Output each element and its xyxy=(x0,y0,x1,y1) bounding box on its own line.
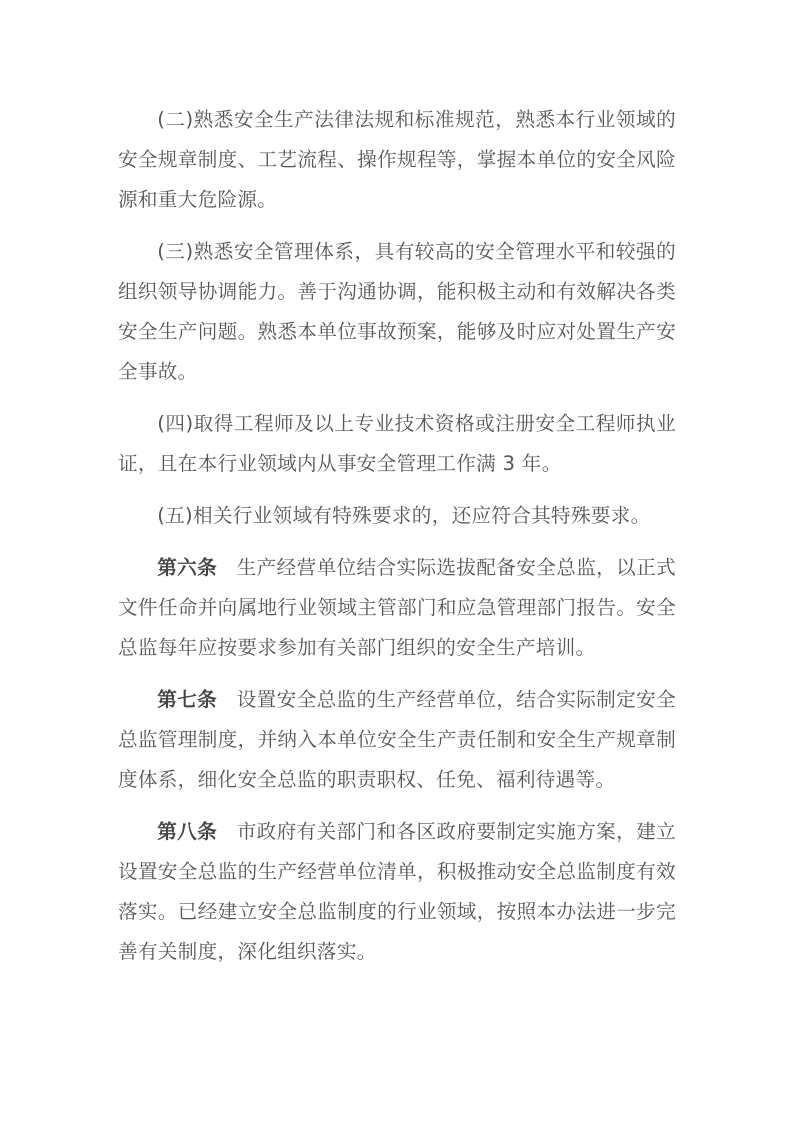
article-number: 第八条 xyxy=(157,820,218,843)
article-text: 市政府有关部门和各区政府要制定实施方案，建立设置安全总监的生产经营单位清单，积极推动安全总监制度有效落实。已经建立安全总监制度的行业领域，按照本办法进一步完善有关制度，深化组织落实。 xyxy=(118,820,676,963)
article-6 xyxy=(118,548,676,668)
article-number: 第六条 xyxy=(157,556,218,579)
article-8 xyxy=(118,812,676,972)
document-page xyxy=(118,100,676,984)
article-text: 设置安全总监的生产经营单位，结合实际制定安全总监管理制度，并纳入本单位安全生产责任制和安全生产规章制度体系，细化安全总监的职责职权、任免、福利待遇等。 xyxy=(118,688,676,791)
paragraph-item-3: (三)熟悉安全管理体系，具有较高的安全管理水平和较强的组织领导协调能力。善于沟通协调，能积极主动和有效解决各类安全生产问题。熟悉本单位事故预案，能够及时应对处置生产安全事故。 xyxy=(118,240,676,383)
article-text: 生产经营单位结合实际选拔配备安全总监，以正式文件任命并向属地行业领域主管部门和应急管理部门报告。安全总监每年应按要求参加有关部门组织的安全生产培训。 xyxy=(118,556,676,659)
article-number: 第七条 xyxy=(157,688,218,711)
article-7 xyxy=(118,680,676,800)
paragraph-item-4: (四)取得工程师及以上专业技术资格或注册安全工程师执业证，且在本行业领域内从事安全管理工作满 3 年。 xyxy=(118,412,676,475)
paragraph-item-2: (二)熟悉安全生产法律法规和标准规范，熟悉本行业领域的安全规章制度、工艺流程、操作规程等，掌握本单位的安全风险源和重大危险源。 xyxy=(118,108,676,211)
paragraph-item-5: (五)相关行业领域有特殊要求的，还应符合其特殊要求。 xyxy=(157,504,651,527)
